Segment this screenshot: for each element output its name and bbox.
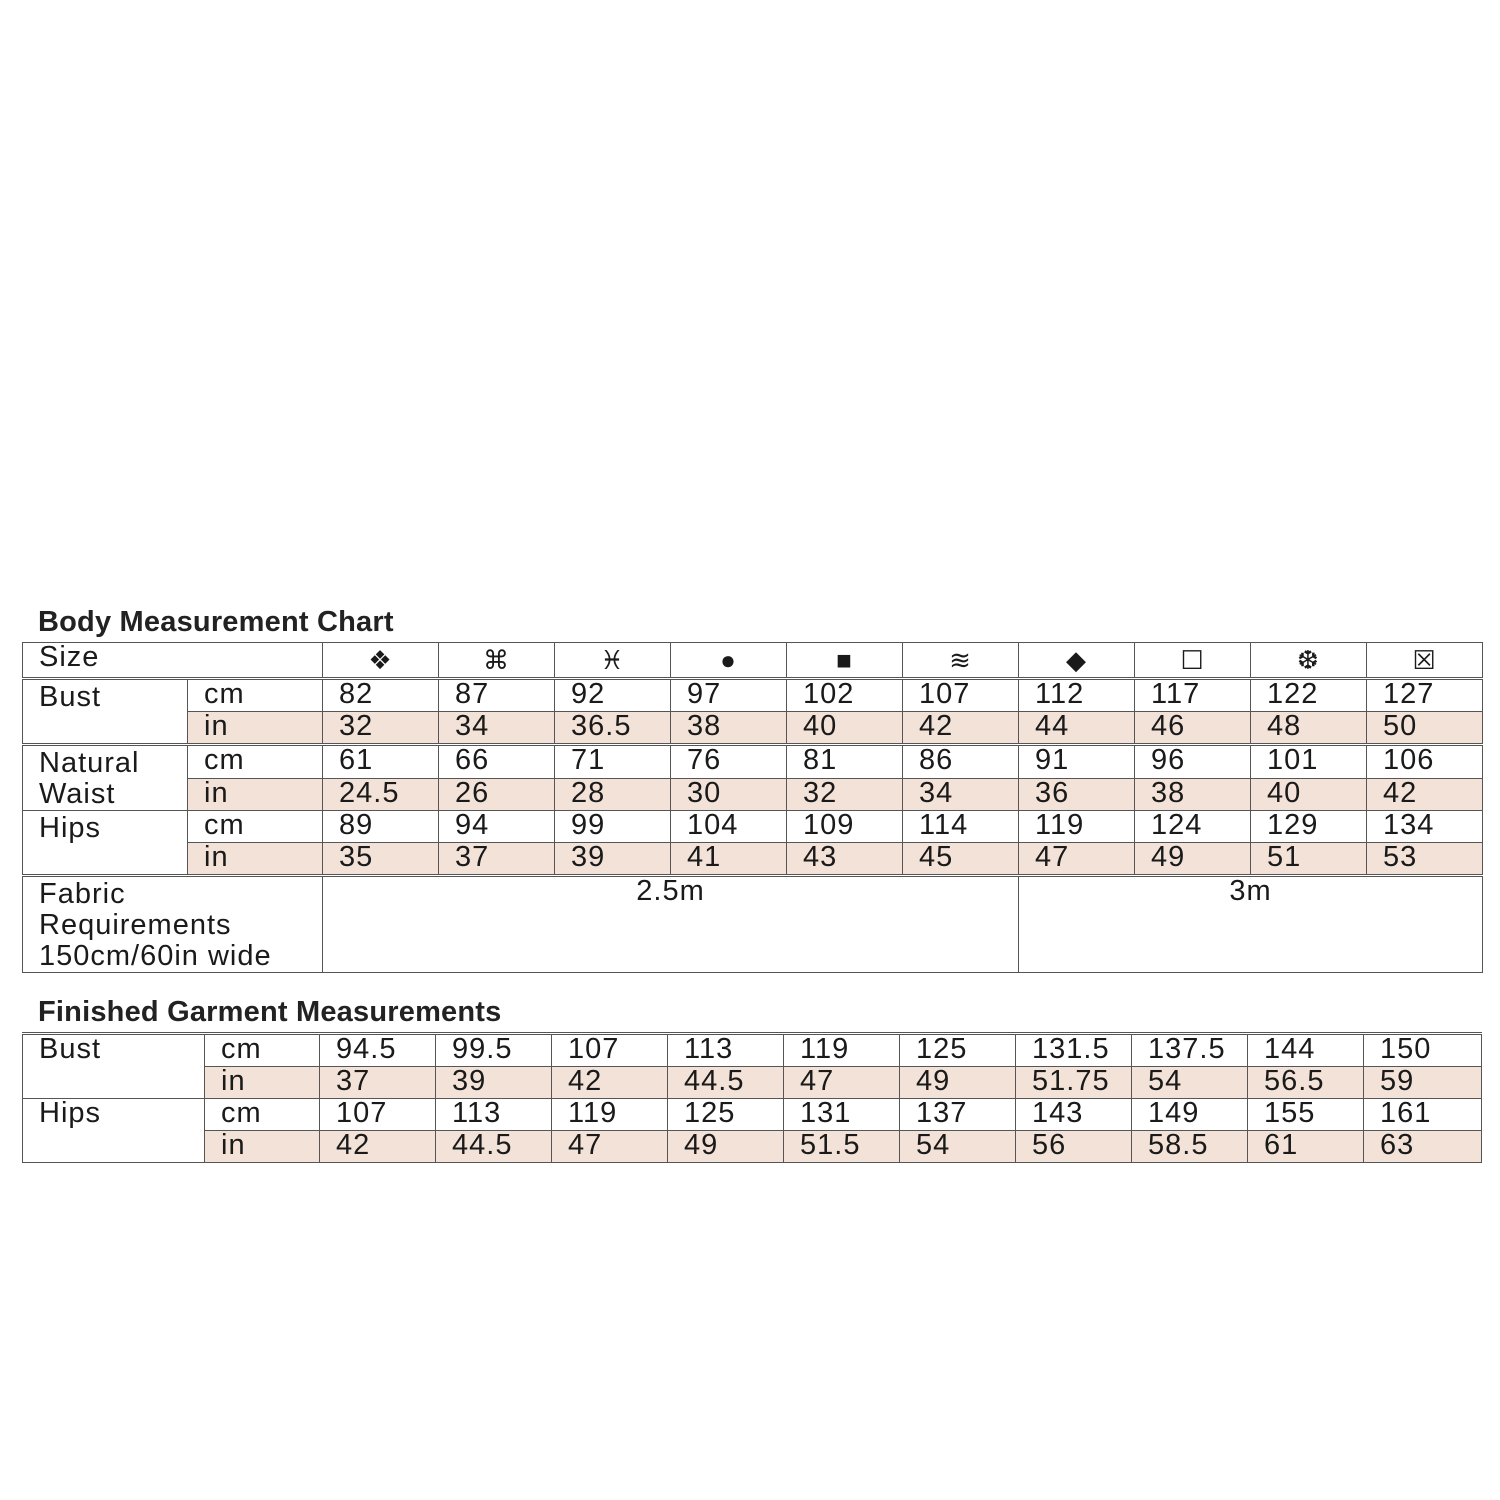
fabric-large-sizes: 3m (1019, 876, 1483, 973)
table-cell: 109 (787, 811, 903, 843)
row-label: Bust (23, 1034, 205, 1099)
table-cell: 101 (1251, 745, 1367, 779)
table-cell: 134 (1367, 811, 1483, 843)
unit-label: in (188, 778, 323, 811)
table-row (23, 1099, 1482, 1131)
unit-label: in (205, 1067, 320, 1099)
table-row (23, 712, 1483, 745)
table-cell: 38 (1135, 778, 1251, 811)
table-cell: 51 (1251, 843, 1367, 876)
table-row (23, 778, 1483, 811)
table-row (23, 811, 1483, 843)
table-cell: 44.5 (436, 1131, 552, 1163)
unit-label: in (205, 1131, 320, 1163)
table-cell: 82 (323, 679, 439, 712)
table-cell: 71 (555, 745, 671, 779)
table-cell: 107 (320, 1099, 436, 1131)
unit-label: cm (188, 679, 323, 712)
table-cell: 96 (1135, 745, 1251, 779)
table-cell: 51.5 (784, 1131, 900, 1163)
pisces-icon: ♓ (555, 643, 671, 679)
table-cell: 113 (668, 1034, 784, 1067)
table-cell: 150 (1364, 1034, 1482, 1067)
table-cell: 86 (903, 745, 1019, 779)
table-cell: 137 (900, 1099, 1016, 1131)
table-cell: 104 (671, 811, 787, 843)
table-cell: 43 (787, 843, 903, 876)
table-cell: 89 (323, 811, 439, 843)
table-cell: 32 (323, 712, 439, 745)
table-cell: 125 (668, 1099, 784, 1131)
table-cell: 102 (787, 679, 903, 712)
table-cell: 61 (1248, 1131, 1364, 1163)
table-cell: 149 (1132, 1099, 1248, 1131)
table-cell: 119 (552, 1099, 668, 1131)
four-diamonds-icon: ❖ (323, 643, 439, 679)
table-cell: 92 (555, 679, 671, 712)
waves-icon: ≋ (903, 643, 1019, 679)
square-filled-icon: ■ (787, 643, 903, 679)
table-cell: 41 (671, 843, 787, 876)
table-cell: 122 (1251, 679, 1367, 712)
table-cell: 81 (787, 745, 903, 779)
table-cell: 97 (671, 679, 787, 712)
table-cell: 49 (1135, 843, 1251, 876)
table-cell: 34 (903, 778, 1019, 811)
body-chart-title: Body Measurement Chart (38, 606, 394, 638)
table-cell: 26 (439, 778, 555, 811)
garment-measurement-table (22, 1032, 1482, 1163)
table-cell: 38 (671, 712, 787, 745)
table-cell: 44 (1019, 712, 1135, 745)
table-cell: 131 (784, 1099, 900, 1131)
table-cell: 155 (1248, 1099, 1364, 1131)
table-cell: 99.5 (436, 1034, 552, 1067)
table-cell: 42 (552, 1067, 668, 1099)
boxed-x-icon: ☒ (1367, 643, 1483, 679)
table-cell: 50 (1367, 712, 1483, 745)
row-label: Natural Waist (23, 745, 188, 811)
unit-label: in (188, 712, 323, 745)
table-cell: 51.75 (1016, 1067, 1132, 1099)
row-label: Hips (23, 811, 188, 876)
table-cell: 35 (323, 843, 439, 876)
table-cell: 54 (900, 1131, 1016, 1163)
unit-label: cm (205, 1034, 320, 1067)
table-cell: 117 (1135, 679, 1251, 712)
table-cell: 56 (1016, 1131, 1132, 1163)
table-cell: 42 (320, 1131, 436, 1163)
fabric-label: Fabric Requirements 150cm/60in wide (23, 876, 323, 973)
table-cell: 37 (320, 1067, 436, 1099)
unit-label: in (188, 843, 323, 876)
table-cell: 49 (900, 1067, 1016, 1099)
table-cell: 119 (1019, 811, 1135, 843)
table-cell: 114 (903, 811, 1019, 843)
table-cell: 94 (439, 811, 555, 843)
table-row (23, 745, 1483, 779)
fabric-small-sizes: 2.5m (323, 876, 1019, 973)
table-cell: 106 (1367, 745, 1483, 779)
table-cell: 94.5 (320, 1034, 436, 1067)
table-cell: 113 (436, 1099, 552, 1131)
table-cell: 42 (1367, 778, 1483, 811)
table-cell: 87 (439, 679, 555, 712)
table-cell: 47 (784, 1067, 900, 1099)
table-row (23, 679, 1483, 712)
table-cell: 42 (903, 712, 1019, 745)
table-cell: 45 (903, 843, 1019, 876)
table-row (23, 843, 1483, 876)
table-cell: 107 (903, 679, 1019, 712)
fabric-row (23, 876, 1483, 973)
table-cell: 137.5 (1132, 1034, 1248, 1067)
table-row (23, 1034, 1482, 1067)
table-cell: 63 (1364, 1131, 1482, 1163)
table-cell: 54 (1132, 1067, 1248, 1099)
table-cell: 144 (1248, 1034, 1364, 1067)
table-cell: 119 (784, 1034, 900, 1067)
table-cell: 49 (668, 1131, 784, 1163)
command-icon: ⌘ (439, 643, 555, 679)
table-cell: 30 (671, 778, 787, 811)
table-cell: 46 (1135, 712, 1251, 745)
garment-chart-title: Finished Garment Measurements (38, 996, 502, 1028)
table-cell: 99 (555, 811, 671, 843)
table-cell: 131.5 (1016, 1034, 1132, 1067)
size-row (23, 643, 1483, 679)
table-cell: 143 (1016, 1099, 1132, 1131)
table-cell: 58.5 (1132, 1131, 1248, 1163)
table-cell: 32 (787, 778, 903, 811)
circle-icon: ● (671, 643, 787, 679)
table-cell: 48 (1251, 712, 1367, 745)
table-cell: 91 (1019, 745, 1135, 779)
table-cell: 61 (323, 745, 439, 779)
table-cell: 47 (552, 1131, 668, 1163)
table-cell: 40 (1251, 778, 1367, 811)
table-cell: 161 (1364, 1099, 1482, 1131)
table-cell: 39 (436, 1067, 552, 1099)
table-cell: 36.5 (555, 712, 671, 745)
table-cell: 127 (1367, 679, 1483, 712)
square-outline-icon: ☐ (1135, 643, 1251, 679)
unit-label: cm (188, 745, 323, 779)
table-cell: 53 (1367, 843, 1483, 876)
row-label: Hips (23, 1099, 205, 1163)
table-cell: 129 (1251, 811, 1367, 843)
table-cell: 47 (1019, 843, 1135, 876)
table-cell: 34 (439, 712, 555, 745)
row-label: Bust (23, 679, 188, 745)
table-row (23, 1067, 1482, 1099)
table-cell: 28 (555, 778, 671, 811)
table-cell: 76 (671, 745, 787, 779)
table-cell: 59 (1364, 1067, 1482, 1099)
size-label: Size (23, 643, 323, 679)
diamond-filled-icon: ◆ (1019, 643, 1135, 679)
table-cell: 24.5 (323, 778, 439, 811)
table-cell: 112 (1019, 679, 1135, 712)
table-cell: 37 (439, 843, 555, 876)
unit-label: cm (188, 811, 323, 843)
table-cell: 107 (552, 1034, 668, 1067)
snowflake-icon: ❆ (1251, 643, 1367, 679)
table-row (23, 1131, 1482, 1163)
table-cell: 125 (900, 1034, 1016, 1067)
table-cell: 40 (787, 712, 903, 745)
body-measurement-table (22, 642, 1483, 973)
table-cell: 36 (1019, 778, 1135, 811)
unit-label: cm (205, 1099, 320, 1131)
table-cell: 56.5 (1248, 1067, 1364, 1099)
table-cell: 39 (555, 843, 671, 876)
table-cell: 124 (1135, 811, 1251, 843)
table-cell: 44.5 (668, 1067, 784, 1099)
table-cell: 66 (439, 745, 555, 779)
